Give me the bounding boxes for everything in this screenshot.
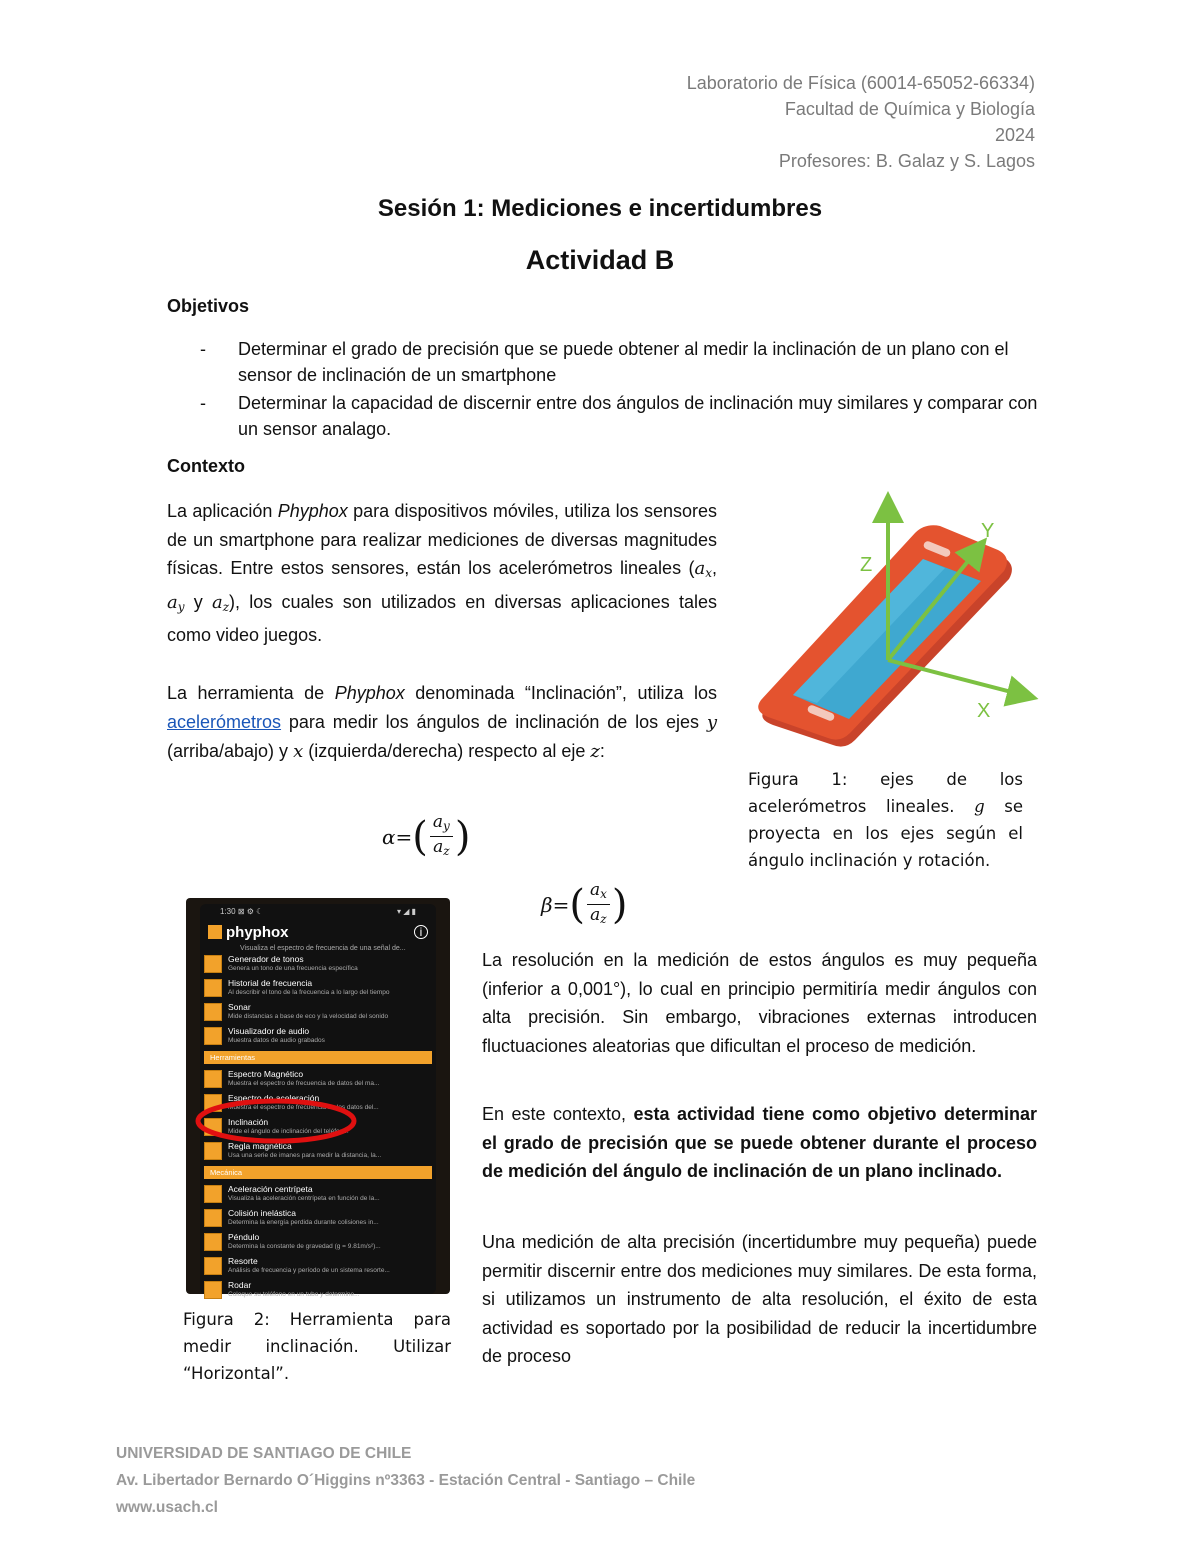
list-item-desc: Visualiza la aceleración centrípeta en función de la... (228, 1195, 380, 1202)
experiment-icon (204, 1070, 222, 1088)
formula-beta: β = ( $\frac{a_x}{a_z}$ ) (541, 880, 628, 928)
highlight-circle (194, 1096, 359, 1146)
experiment-icon (204, 1003, 222, 1021)
figure-2-phyphox-screenshot (186, 898, 450, 1298)
experiment-icon (204, 1281, 222, 1299)
list-item-title: Espectro de aceleración (228, 1093, 320, 1103)
info-icon[interactable]: i (414, 925, 428, 939)
acelerometros-link[interactable]: acelerómetros (167, 711, 282, 732)
list-item: Visualiza el espectro de frecuencia de una señal de... (240, 945, 406, 952)
list-item-title: Historial de frecuencia (228, 978, 313, 988)
app-title: phyphox (226, 923, 289, 941)
list-item-title: Péndulo (228, 1232, 260, 1242)
list-item-desc: Genera un tono de una frecuencia específica (228, 965, 358, 972)
contexto-heading: Contexto (167, 456, 245, 476)
website: www.usach.cl (116, 1499, 218, 1516)
page-title: Sesión 1: Mediciones e incertidumbres (377, 195, 823, 222)
contexto-paragraph-5: Una medición de alta precisión (incertidumbre muy pequeña) puede permitir discernir entre dos mediciones muy similares. De esta forma, si utilizamos un instrumento de alta resolución, el éxito de esta actividad es soportado por la posibilidad de reducir la incertidumbre de proceso (482, 1232, 1037, 1366)
list-item-desc: Usa una serie de imanes para medir la distancia, la... (228, 1152, 382, 1159)
list-item[interactable] (200, 976, 436, 1000)
list-item-desc: Coloque su teléfono en un tubo y determine... (228, 1291, 360, 1298)
list-item[interactable] (200, 1000, 436, 1024)
section-herramientas: Herramientas (204, 1051, 432, 1064)
list-item-title: Sonar (228, 1002, 251, 1012)
list-item[interactable] (200, 1254, 436, 1278)
faculty-line: Facultad de Química y Biología (784, 99, 1035, 119)
z-axis-label: Z (860, 554, 873, 576)
contexto-paragraph-4: En este contexto, esta actividad tiene como objetivo determinar el grado de precisión que se puede obtener durante el proceso de medición del ángulo de inclinación de un plano inclinado. (482, 1104, 1037, 1181)
experiment-icon (204, 1233, 222, 1251)
list-item-desc: Mide el ángulo de inclinación del teléfono. (228, 1128, 349, 1135)
list-item[interactable] (200, 1206, 436, 1230)
course-line: Laboratorio de Física (60014-65052-66334) (686, 73, 1035, 93)
list-item[interactable] (200, 1067, 436, 1091)
objetivos-list (200, 336, 1040, 444)
phyphox-logo-icon (208, 925, 222, 939)
contexto-paragraph-1: La aplicación Phyphox para dispositivos móviles, utiliza los sensores de un smartphone para realizar mediciones de diversas magnitudes físicas. Entre estos sensores, están los acelerómetros lineales ($a_x$, $a_y$ y $a_z$), los cuales son utilizados en diversas aplicaciones tales como video juegos. (167, 501, 717, 645)
y-axis-label: Y (981, 520, 995, 542)
figure-1-phone-axes (745, 495, 1035, 755)
list-item: - Determinar el grado de precisión que se puede obtener al medir la inclinación de un plano con el sensor de inclinación de un smartphone (200, 336, 1040, 388)
experiment-icon (204, 1185, 222, 1203)
list-item-desc: Determina la constante de gravedad (g = 9.81m/s²)... (228, 1243, 381, 1250)
list-item[interactable] (200, 1182, 436, 1206)
experiment-icon (204, 955, 222, 973)
list-item-title: Inclinación (228, 1117, 269, 1127)
page-footer (116, 1440, 695, 1521)
experiment-icon (204, 1027, 222, 1045)
list-item-desc: Muestra el espectro de frecuencia de los datos del... (228, 1104, 379, 1111)
list-item-desc: Muestra datos de audio grabados (228, 1037, 325, 1044)
list-item[interactable] (200, 1230, 436, 1254)
address: Av. Libertador Bernardo O´Higgins nº3363 - Estación Central - Santiago – Chile (116, 1472, 696, 1489)
list-item-title: Resorte (228, 1256, 258, 1266)
list-item-desc: Muestra el espectro de frecuencia de datos del ma... (228, 1080, 380, 1087)
list-item-title: Espectro Magnético (228, 1069, 304, 1079)
objetivos-heading: Objetivos (167, 296, 250, 316)
list-item-title: Regla magnética (228, 1141, 292, 1151)
experiment-icon (204, 979, 222, 997)
phone-illustration (758, 525, 1012, 746)
experiment-icon (204, 1257, 222, 1275)
document-header (687, 70, 1035, 174)
figure-1-caption: Figura 1: ejes de los acelerómetros lineales. g se proyecta en los ejes según el ángulo inclinación y rotación. (748, 770, 1023, 870)
list-item-title: Aceleración centrípeta (228, 1184, 313, 1194)
contexto-paragraph-3: La resolución en la medición de estos ángulos es muy pequeña (inferior a 0,001°), lo cual en principio permitiría medir ángulos con alta precisión. Sin embargo, vibraciones externas introducen fluctuaciones aleatorias que dificultan el proceso de medición. (482, 950, 1037, 1056)
experiment-icon (204, 1209, 222, 1227)
list-item-title: Visualizador de audio (228, 1026, 310, 1036)
formula-alpha: α = ( $\frac{a_y}{a_z}$ ) (382, 812, 471, 860)
list-item[interactable] (200, 1278, 436, 1302)
contexto-paragraph-2: La herramienta de Phyphox denominada “Inclinación”, utiliza los acelerómetros para medir los ángulos de inclinación de los ejes y (arriba/abajo) y x (izquierda/derecha) respecto al eje z: (167, 683, 718, 762)
list-item-desc: Análisis de frecuencia y período de un sistema resorte... (228, 1267, 390, 1274)
x-axis-label: X (977, 700, 991, 722)
phone-status-left: 1:30 ⊠ ⚙ ☾ (220, 907, 264, 916)
page-subtitle: Actividad B (525, 245, 675, 275)
year-line: 2024 (994, 125, 1035, 145)
list-item-title: Rodar (228, 1280, 252, 1290)
figure-2-caption: Figura 2: Herramienta para medir inclinación. Utilizar “Horizontal”. (183, 1310, 451, 1383)
list-item[interactable] (200, 1024, 436, 1048)
list-item-title: Generador de tonos (228, 954, 304, 964)
list-item-desc: Al describir el tono de la frecuencia a lo largo del tiempo (228, 989, 390, 996)
university-name: UNIVERSIDAD DE SANTIAGO DE CHILE (116, 1445, 412, 1462)
objetivo-2: Determinar la capacidad de discernir entre dos ángulos de inclinación muy similares y comparar con un sensor analago. (238, 393, 1038, 439)
list-item[interactable] (200, 952, 436, 976)
list-item-title: Colisión inelástica (228, 1208, 297, 1218)
list-item: - Determinar la capacidad de discernir entre dos ángulos de inclinación muy similares y comparar con un sensor analago. (200, 390, 1040, 442)
list-item-desc: Determina la energía perdida durante colisiones in... (228, 1219, 379, 1226)
professors-line: Profesores: B. Galaz y S. Lagos (778, 151, 1035, 171)
objetivo-1: Determinar el grado de precisión que se puede obtener al medir la inclinación de un plano con el sensor de inclinación de un smartphone (238, 339, 1009, 385)
section-mecanica: Mecánica (204, 1166, 432, 1179)
phone-status-right: ▾ ◢ ▮ (396, 907, 416, 916)
list-item-desc: Mide distancias a base de eco y la velocidad del sonido (228, 1013, 389, 1020)
